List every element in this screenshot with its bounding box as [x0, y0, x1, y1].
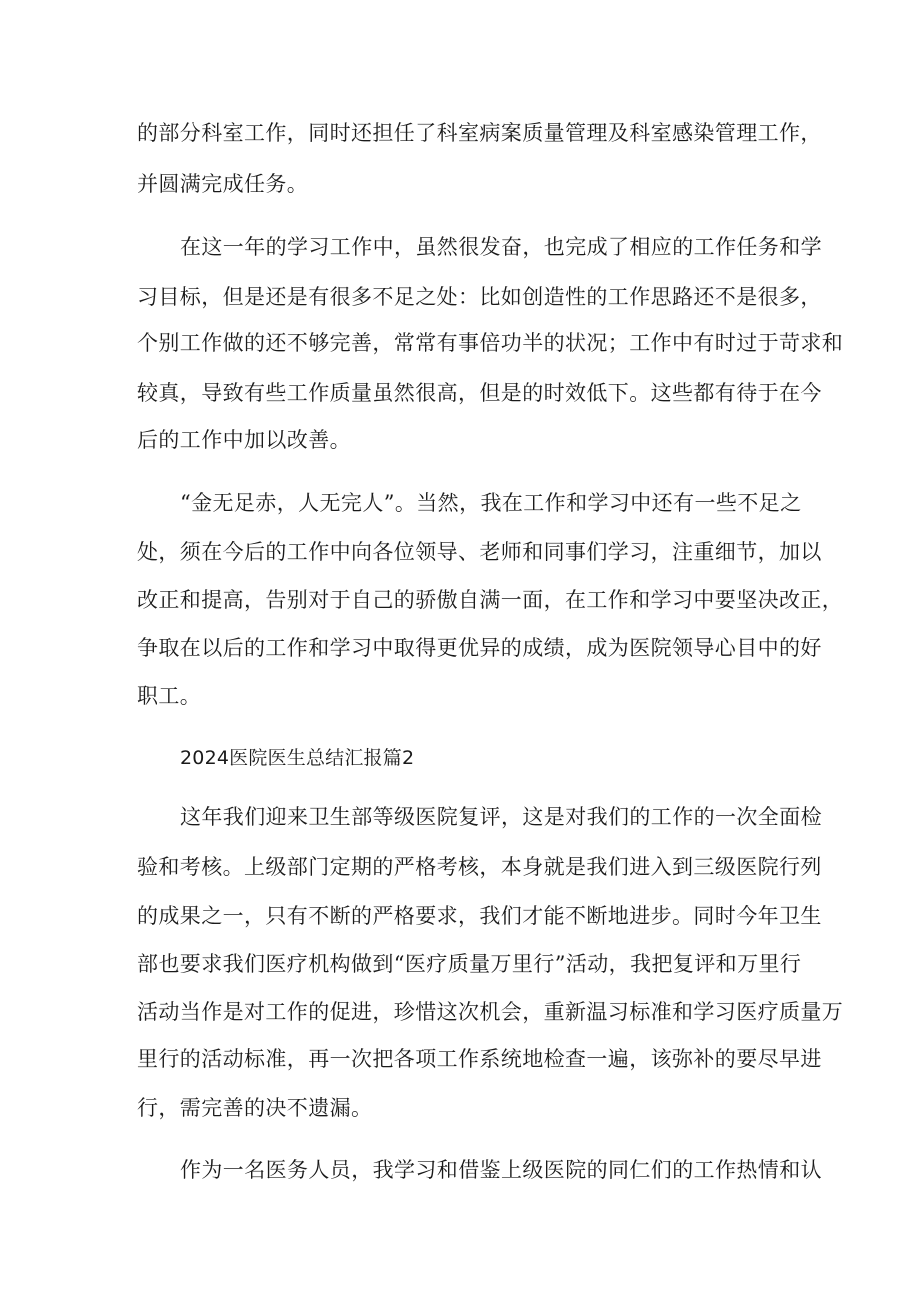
paragraph-2-line-5: 后的工作中加以改善。	[137, 428, 351, 452]
paragraph-3-line-4: 争取在以后的工作和学习中取得更优异的成绩，成为医院领导心目中的好	[137, 636, 822, 660]
paragraph-2-line-4: 较真，导致有些工作质量虽然很高，但是的时效低下。这些都有待于在今	[137, 381, 822, 405]
paragraph-4-line-1: 这年我们迎来卫生部等级医院复评，这是对我们的工作的一次全面检	[180, 805, 822, 829]
paragraph-4-line-2: 验和考核。上级部门定期的严格考核，本身就是我们进入到三级医院行列	[137, 855, 822, 879]
paragraph-3-line-3: 改正和提高，告别对于自己的骄傲自满一面，在工作和学习中要坚决改正，	[137, 588, 844, 612]
paragraph-2-line-1: 在这一年的学习工作中，虽然很发奋，也完成了相应的工作任务和学	[180, 235, 822, 259]
paragraph-3-line-5: 职工。	[137, 684, 202, 708]
paragraph-4-line-7: 行，需完善的决不遗漏。	[137, 1096, 373, 1120]
section-heading: 2024医院医生总结汇报篇2	[180, 747, 415, 769]
paragraph-3-line-1: “金无足赤，人无完人”。当然，我在工作和学习中还有一些不足之	[180, 491, 802, 515]
paragraph-5-line-1: 作为一名医务人员，我学习和借鉴上级医院的同仁们的工作热情和认	[180, 1158, 822, 1182]
paragraph-4-line-6: 里行的活动标准，再一次把各项工作系统地检查一遍，该弥补的要尽早进	[137, 1047, 822, 1071]
paragraph-3-line-2: 处，须在今后的工作中向各位领导、老师和同事们学习，注重细节，加以	[137, 540, 822, 564]
paragraph-1-line-2: 并圆满完成任务。	[137, 172, 309, 196]
paragraph-2-line-2: 习目标，但是还是有很多不足之处：比如创造性的工作思路还不是很多，	[137, 285, 822, 309]
paragraph-4-line-4: 部也要求我们医疗机构做到“医疗质量万里行”活动，我把复评和万里行	[137, 952, 802, 976]
paragraph-2-line-3: 个别工作做的还不够完善，常常有事倍功半的状况；工作中有时过于苛求和	[137, 331, 844, 355]
paragraph-1-line-1: 的部分科室工作，同时还担任了科室病案质量管理及科室感染管理工作，	[137, 121, 822, 145]
paragraph-4-line-3: 的成果之一，只有不断的严格要求，我们才能不断地进步。同时今年卫生	[137, 904, 822, 928]
paragraph-4-line-5: 活动当作是对工作的促进，珍惜这次机会，重新温习标准和学习医疗质量万	[137, 1000, 844, 1024]
